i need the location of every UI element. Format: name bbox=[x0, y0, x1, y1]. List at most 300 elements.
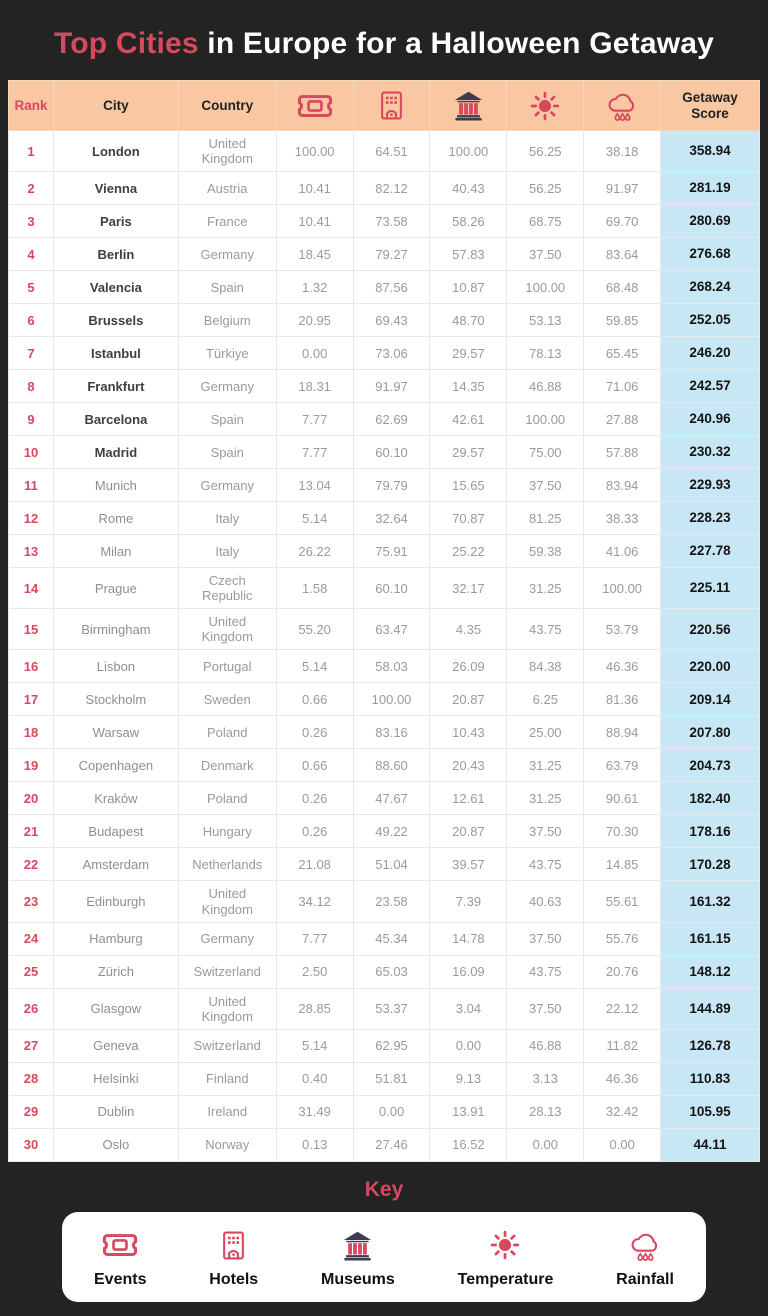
score-cell: 281.19 bbox=[661, 172, 760, 205]
temperature-cell: 68.75 bbox=[507, 205, 584, 238]
key-item-label: Hotels bbox=[209, 1271, 259, 1289]
hotels-cell: 51.81 bbox=[353, 1062, 430, 1095]
rainfall-cell: 38.18 bbox=[584, 131, 661, 172]
rainfall-cell: 53.79 bbox=[584, 609, 661, 650]
events-cell: 55.20 bbox=[276, 609, 353, 650]
city-cell: Lisbon bbox=[53, 650, 178, 683]
temperature-cell: 37.50 bbox=[507, 469, 584, 502]
header-row bbox=[9, 81, 760, 131]
museums-cell: 3.04 bbox=[430, 988, 507, 1029]
museums-cell: 20.87 bbox=[430, 815, 507, 848]
country-cell: Ireland bbox=[178, 1095, 276, 1128]
score-cell: 126.78 bbox=[661, 1029, 760, 1062]
table-row bbox=[9, 848, 760, 881]
hotels-cell: 91.97 bbox=[353, 370, 430, 403]
rainfall-cell: 55.76 bbox=[584, 922, 661, 955]
rainfall-cell: 22.12 bbox=[584, 988, 661, 1029]
score-cell: 44.11 bbox=[661, 1128, 760, 1161]
events-cell: 34.12 bbox=[276, 881, 353, 922]
museums-cell: 70.87 bbox=[430, 502, 507, 535]
hotels-cell: 83.16 bbox=[353, 716, 430, 749]
events-cell: 26.22 bbox=[276, 535, 353, 568]
col-header-temperature bbox=[507, 81, 584, 131]
country-cell: Denmark bbox=[178, 749, 276, 782]
rank-cell: 28 bbox=[9, 1062, 54, 1095]
hotels-cell: 47.67 bbox=[353, 782, 430, 815]
rank-cell: 2 bbox=[9, 172, 54, 205]
events-cell: 0.66 bbox=[276, 749, 353, 782]
table-row bbox=[9, 436, 760, 469]
rank-cell: 16 bbox=[9, 650, 54, 683]
table-row bbox=[9, 1128, 760, 1161]
city-cell: Oslo bbox=[53, 1128, 178, 1161]
country-cell: Italy bbox=[178, 535, 276, 568]
city-cell: Berlin bbox=[53, 238, 178, 271]
key-item-label: Events bbox=[94, 1271, 147, 1289]
city-cell: Prague bbox=[53, 568, 178, 609]
country-cell: Norway bbox=[178, 1128, 276, 1161]
title-rest: in Europe for a Halloween Getaway bbox=[207, 27, 715, 60]
rainfall-cell: 91.97 bbox=[584, 172, 661, 205]
table-row bbox=[9, 238, 760, 271]
key-item-hotels bbox=[209, 1224, 258, 1289]
rank-cell: 5 bbox=[9, 271, 54, 304]
country-cell: Germany bbox=[178, 469, 276, 502]
city-cell: Helsinki bbox=[53, 1062, 178, 1095]
hotels-cell: 32.64 bbox=[353, 502, 430, 535]
temperature-cell: 28.13 bbox=[507, 1095, 584, 1128]
country-cell: United Kingdom bbox=[178, 609, 276, 650]
country-cell: United Kingdom bbox=[178, 988, 276, 1029]
country-cell: Switzerland bbox=[178, 1029, 276, 1062]
temperature-cell: 43.75 bbox=[507, 955, 584, 988]
temperature-cell: 40.63 bbox=[507, 881, 584, 922]
museums-cell: 20.43 bbox=[430, 749, 507, 782]
hotels-cell: 60.10 bbox=[353, 568, 430, 609]
hotels-cell: 27.46 bbox=[353, 1128, 430, 1161]
country-cell: Poland bbox=[178, 716, 276, 749]
table-row bbox=[9, 922, 760, 955]
score-cell: 242.57 bbox=[661, 370, 760, 403]
country-cell: Belgium bbox=[178, 304, 276, 337]
museums-cell: 10.87 bbox=[430, 271, 507, 304]
table-row bbox=[9, 502, 760, 535]
hotels-cell: 75.91 bbox=[353, 535, 430, 568]
col-header-city: City bbox=[53, 81, 178, 131]
events-cell: 0.26 bbox=[276, 716, 353, 749]
temperature-cell: 43.75 bbox=[507, 848, 584, 881]
museums-cell: 10.43 bbox=[430, 716, 507, 749]
city-cell: Munich bbox=[53, 469, 178, 502]
temperature-cell: 6.25 bbox=[507, 683, 584, 716]
key-item-label: Rainfall bbox=[616, 1271, 674, 1289]
table-row bbox=[9, 815, 760, 848]
rank-cell: 6 bbox=[9, 304, 54, 337]
rank-cell: 22 bbox=[9, 848, 54, 881]
table-row bbox=[9, 271, 760, 304]
city-cell: London bbox=[53, 131, 178, 172]
city-cell: Frankfurt bbox=[53, 370, 178, 403]
events-cell: 7.77 bbox=[276, 436, 353, 469]
country-cell: Spain bbox=[178, 403, 276, 436]
museums-cell: 57.83 bbox=[430, 238, 507, 271]
rank-cell: 12 bbox=[9, 502, 54, 535]
museums-cell: 7.39 bbox=[430, 881, 507, 922]
rainfall-cell: 83.94 bbox=[584, 469, 661, 502]
events-icon bbox=[99, 1231, 141, 1259]
museums-cell: 20.87 bbox=[430, 683, 507, 716]
score-cell: 105.95 bbox=[661, 1095, 760, 1128]
rank-cell: 23 bbox=[9, 881, 54, 922]
museums-cell: 9.13 bbox=[430, 1062, 507, 1095]
rainfall-cell: 14.85 bbox=[584, 848, 661, 881]
col-header-score: Getaway Score bbox=[661, 81, 760, 131]
country-cell: United Kingdom bbox=[178, 881, 276, 922]
museums-cell: 48.70 bbox=[430, 304, 507, 337]
table-row bbox=[9, 337, 760, 370]
country-cell: Spain bbox=[178, 436, 276, 469]
score-cell: 207.80 bbox=[661, 716, 760, 749]
events-cell: 5.14 bbox=[276, 502, 353, 535]
hotels-cell: 0.00 bbox=[353, 1095, 430, 1128]
city-cell: Copenhagen bbox=[53, 749, 178, 782]
key-item-events bbox=[94, 1224, 146, 1289]
table-row bbox=[9, 988, 760, 1029]
rainfall-cell: 41.06 bbox=[584, 535, 661, 568]
temperature-cell: 37.50 bbox=[507, 238, 584, 271]
events-cell: 1.32 bbox=[276, 271, 353, 304]
table-row bbox=[9, 716, 760, 749]
temperature-cell: 81.25 bbox=[507, 502, 584, 535]
table-body bbox=[9, 131, 760, 1162]
rank-cell: 18 bbox=[9, 716, 54, 749]
city-cell: Glasgow bbox=[53, 988, 178, 1029]
score-cell: 228.23 bbox=[661, 502, 760, 535]
rainfall-cell: 70.30 bbox=[584, 815, 661, 848]
events-cell: 7.77 bbox=[276, 403, 353, 436]
city-cell: Istanbul bbox=[53, 337, 178, 370]
rank-cell: 11 bbox=[9, 469, 54, 502]
country-cell: Netherlands bbox=[178, 848, 276, 881]
table-row bbox=[9, 535, 760, 568]
rank-cell: 21 bbox=[9, 815, 54, 848]
rainfall-cell: 83.64 bbox=[584, 238, 661, 271]
events-cell: 31.49 bbox=[276, 1095, 353, 1128]
rainfall-cell: 0.00 bbox=[584, 1128, 661, 1161]
city-cell: Kraków bbox=[53, 782, 178, 815]
title-highlight: Top Cities bbox=[53, 27, 199, 60]
events-cell: 5.14 bbox=[276, 650, 353, 683]
rainfall-cell: 32.42 bbox=[584, 1095, 661, 1128]
temperature-cell: 46.88 bbox=[507, 370, 584, 403]
table-row bbox=[9, 205, 760, 238]
city-cell: Hamburg bbox=[53, 922, 178, 955]
col-header-rainfall bbox=[584, 81, 661, 131]
table-row bbox=[9, 370, 760, 403]
rainfall-cell: 71.06 bbox=[584, 370, 661, 403]
col-header-country: Country bbox=[178, 81, 276, 131]
temperature-cell: 25.00 bbox=[507, 716, 584, 749]
hotels-cell: 69.43 bbox=[353, 304, 430, 337]
events-cell: 18.31 bbox=[276, 370, 353, 403]
score-cell: 280.69 bbox=[661, 205, 760, 238]
temperature-cell: 0.00 bbox=[507, 1128, 584, 1161]
rainfall-cell: 65.45 bbox=[584, 337, 661, 370]
city-cell: Paris bbox=[53, 205, 178, 238]
museums-cell: 40.43 bbox=[430, 172, 507, 205]
events-cell: 0.26 bbox=[276, 815, 353, 848]
table-row bbox=[9, 683, 760, 716]
key-item-museums bbox=[321, 1224, 395, 1289]
city-cell: Milan bbox=[53, 535, 178, 568]
events-cell: 7.77 bbox=[276, 922, 353, 955]
page-title bbox=[0, 0, 768, 80]
rank-cell: 4 bbox=[9, 238, 54, 271]
country-cell: Finland bbox=[178, 1062, 276, 1095]
hotels-cell: 79.27 bbox=[353, 238, 430, 271]
country-cell: Türkiye bbox=[178, 337, 276, 370]
rainfall-cell: 55.61 bbox=[584, 881, 661, 922]
temperature-cell: 75.00 bbox=[507, 436, 584, 469]
score-cell: 229.93 bbox=[661, 469, 760, 502]
key-legend bbox=[62, 1212, 706, 1302]
city-cell: Edinburgh bbox=[53, 881, 178, 922]
hotels-cell: 64.51 bbox=[353, 131, 430, 172]
table-row bbox=[9, 403, 760, 436]
museums-cell: 16.52 bbox=[430, 1128, 507, 1161]
rainfall-cell: 90.61 bbox=[584, 782, 661, 815]
temperature-cell: 100.00 bbox=[507, 271, 584, 304]
rainfall-cell: 69.70 bbox=[584, 205, 661, 238]
rank-cell: 17 bbox=[9, 683, 54, 716]
temperature-icon bbox=[528, 89, 562, 123]
hotels-cell: 23.58 bbox=[353, 881, 430, 922]
events-cell: 100.00 bbox=[276, 131, 353, 172]
key-title: Key bbox=[364, 1177, 404, 1201]
col-header-events bbox=[276, 81, 353, 131]
museums-cell: 16.09 bbox=[430, 955, 507, 988]
museums-cell: 25.22 bbox=[430, 535, 507, 568]
rainfall-cell: 88.94 bbox=[584, 716, 661, 749]
city-cell: Brussels bbox=[53, 304, 178, 337]
score-cell: 148.12 bbox=[661, 955, 760, 988]
score-cell: 209.14 bbox=[661, 683, 760, 716]
table-row bbox=[9, 469, 760, 502]
events-cell: 0.00 bbox=[276, 337, 353, 370]
museums-cell: 4.35 bbox=[430, 609, 507, 650]
museums-cell: 100.00 bbox=[430, 131, 507, 172]
temperature-cell: 31.25 bbox=[507, 782, 584, 815]
score-cell: 161.32 bbox=[661, 881, 760, 922]
museums-cell: 32.17 bbox=[430, 568, 507, 609]
hotels-cell: 88.60 bbox=[353, 749, 430, 782]
rainfall-icon bbox=[630, 1226, 661, 1265]
hotels-cell: 49.22 bbox=[353, 815, 430, 848]
score-cell: 230.32 bbox=[661, 436, 760, 469]
rank-cell: 29 bbox=[9, 1095, 54, 1128]
country-cell: France bbox=[178, 205, 276, 238]
country-cell: Portugal bbox=[178, 650, 276, 683]
rank-cell: 8 bbox=[9, 370, 54, 403]
table-row bbox=[9, 304, 760, 337]
city-cell: Warsaw bbox=[53, 716, 178, 749]
events-cell: 10.41 bbox=[276, 205, 353, 238]
score-cell: 268.24 bbox=[661, 271, 760, 304]
city-cell: Madrid bbox=[53, 436, 178, 469]
score-cell: 161.15 bbox=[661, 922, 760, 955]
events-cell: 18.45 bbox=[276, 238, 353, 271]
hotels-cell: 62.95 bbox=[353, 1029, 430, 1062]
events-cell: 28.85 bbox=[276, 988, 353, 1029]
events-cell: 1.58 bbox=[276, 568, 353, 609]
hotels-cell: 73.06 bbox=[353, 337, 430, 370]
hotels-cell: 65.03 bbox=[353, 955, 430, 988]
country-cell: Sweden bbox=[178, 683, 276, 716]
events-cell: 0.26 bbox=[276, 782, 353, 815]
rainfall-cell: 63.79 bbox=[584, 749, 661, 782]
rainfall-cell: 38.33 bbox=[584, 502, 661, 535]
country-cell: United Kingdom bbox=[178, 131, 276, 172]
score-cell: 110.83 bbox=[661, 1062, 760, 1095]
key-item-rainfall bbox=[616, 1224, 674, 1289]
rank-cell: 9 bbox=[9, 403, 54, 436]
temperature-cell: 53.13 bbox=[507, 304, 584, 337]
hotels-cell: 53.37 bbox=[353, 988, 430, 1029]
rainfall-cell: 46.36 bbox=[584, 650, 661, 683]
temperature-cell: 78.13 bbox=[507, 337, 584, 370]
rank-cell: 19 bbox=[9, 749, 54, 782]
country-cell: Poland bbox=[178, 782, 276, 815]
events-cell: 0.40 bbox=[276, 1062, 353, 1095]
museums-icon bbox=[451, 88, 486, 123]
score-cell: 240.96 bbox=[661, 403, 760, 436]
rank-cell: 30 bbox=[9, 1128, 54, 1161]
museums-cell: 29.57 bbox=[430, 337, 507, 370]
rank-cell: 1 bbox=[9, 131, 54, 172]
country-cell: Italy bbox=[178, 502, 276, 535]
key-item-temperature bbox=[458, 1224, 554, 1289]
events-cell: 20.95 bbox=[276, 304, 353, 337]
museums-cell: 42.61 bbox=[430, 403, 507, 436]
museums-cell: 15.65 bbox=[430, 469, 507, 502]
rank-cell: 14 bbox=[9, 568, 54, 609]
table-row bbox=[9, 881, 760, 922]
events-cell: 0.13 bbox=[276, 1128, 353, 1161]
rainfall-cell: 100.00 bbox=[584, 568, 661, 609]
temperature-cell: 43.75 bbox=[507, 609, 584, 650]
events-cell: 5.14 bbox=[276, 1029, 353, 1062]
rank-cell: 25 bbox=[9, 955, 54, 988]
score-cell: 276.68 bbox=[661, 238, 760, 271]
temperature-cell: 37.50 bbox=[507, 922, 584, 955]
hotels-cell: 60.10 bbox=[353, 436, 430, 469]
museums-cell: 58.26 bbox=[430, 205, 507, 238]
city-cell: Geneva bbox=[53, 1029, 178, 1062]
score-cell: 252.05 bbox=[661, 304, 760, 337]
score-cell: 227.78 bbox=[661, 535, 760, 568]
country-cell: Spain bbox=[178, 271, 276, 304]
score-cell: 220.00 bbox=[661, 650, 760, 683]
temperature-cell: 37.50 bbox=[507, 815, 584, 848]
rank-cell: 27 bbox=[9, 1029, 54, 1062]
country-cell: Germany bbox=[178, 922, 276, 955]
table-row bbox=[9, 1062, 760, 1095]
col-header-museums bbox=[430, 81, 507, 131]
score-cell: 204.73 bbox=[661, 749, 760, 782]
rainfall-cell: 27.88 bbox=[584, 403, 661, 436]
hotels-cell: 82.12 bbox=[353, 172, 430, 205]
city-cell: Stockholm bbox=[53, 683, 178, 716]
country-cell: Czech Republic bbox=[178, 568, 276, 609]
events-cell: 10.41 bbox=[276, 172, 353, 205]
rank-cell: 10 bbox=[9, 436, 54, 469]
key-item-label: Museums bbox=[321, 1271, 395, 1289]
score-cell: 246.20 bbox=[661, 337, 760, 370]
rank-cell: 15 bbox=[9, 609, 54, 650]
city-cell: Vienna bbox=[53, 172, 178, 205]
hotels-cell: 58.03 bbox=[353, 650, 430, 683]
col-header-rank: Rank bbox=[9, 81, 54, 131]
museums-cell: 29.57 bbox=[430, 436, 507, 469]
table-row bbox=[9, 568, 760, 609]
table-row bbox=[9, 609, 760, 650]
score-cell: 178.16 bbox=[661, 815, 760, 848]
museums-icon bbox=[340, 1228, 375, 1263]
rank-cell: 26 bbox=[9, 988, 54, 1029]
rank-cell: 20 bbox=[9, 782, 54, 815]
score-cell: 220.56 bbox=[661, 609, 760, 650]
table-row bbox=[9, 1029, 760, 1062]
score-cell: 358.94 bbox=[661, 131, 760, 172]
rainfall-cell: 57.88 bbox=[584, 436, 661, 469]
city-cell: Valencia bbox=[53, 271, 178, 304]
city-cell: Dublin bbox=[53, 1095, 178, 1128]
country-cell: Hungary bbox=[178, 815, 276, 848]
events-cell: 21.08 bbox=[276, 848, 353, 881]
cities-table bbox=[8, 80, 760, 1162]
table-row bbox=[9, 749, 760, 782]
city-cell: Birmingham bbox=[53, 609, 178, 650]
temperature-cell: 84.38 bbox=[507, 650, 584, 683]
museums-cell: 0.00 bbox=[430, 1029, 507, 1062]
col-header-hotels bbox=[353, 81, 430, 131]
museums-cell: 14.35 bbox=[430, 370, 507, 403]
rank-cell: 24 bbox=[9, 922, 54, 955]
museums-cell: 13.91 bbox=[430, 1095, 507, 1128]
hotels-cell: 100.00 bbox=[353, 683, 430, 716]
hotels-cell: 79.79 bbox=[353, 469, 430, 502]
rank-cell: 7 bbox=[9, 337, 54, 370]
rainfall-cell: 20.76 bbox=[584, 955, 661, 988]
hotels-icon bbox=[217, 1229, 250, 1262]
country-cell: Germany bbox=[178, 370, 276, 403]
rainfall-icon bbox=[607, 86, 638, 125]
city-cell: Barcelona bbox=[53, 403, 178, 436]
museums-cell: 14.78 bbox=[430, 922, 507, 955]
events-icon bbox=[294, 92, 336, 120]
country-cell: Switzerland bbox=[178, 955, 276, 988]
hotels-cell: 87.56 bbox=[353, 271, 430, 304]
hotels-cell: 62.69 bbox=[353, 403, 430, 436]
museums-cell: 39.57 bbox=[430, 848, 507, 881]
table-row bbox=[9, 1095, 760, 1128]
rainfall-cell: 11.82 bbox=[584, 1029, 661, 1062]
temperature-cell: 56.25 bbox=[507, 131, 584, 172]
museums-cell: 26.09 bbox=[430, 650, 507, 683]
temperature-cell: 31.25 bbox=[507, 568, 584, 609]
hotels-cell: 73.58 bbox=[353, 205, 430, 238]
city-cell: Budapest bbox=[53, 815, 178, 848]
